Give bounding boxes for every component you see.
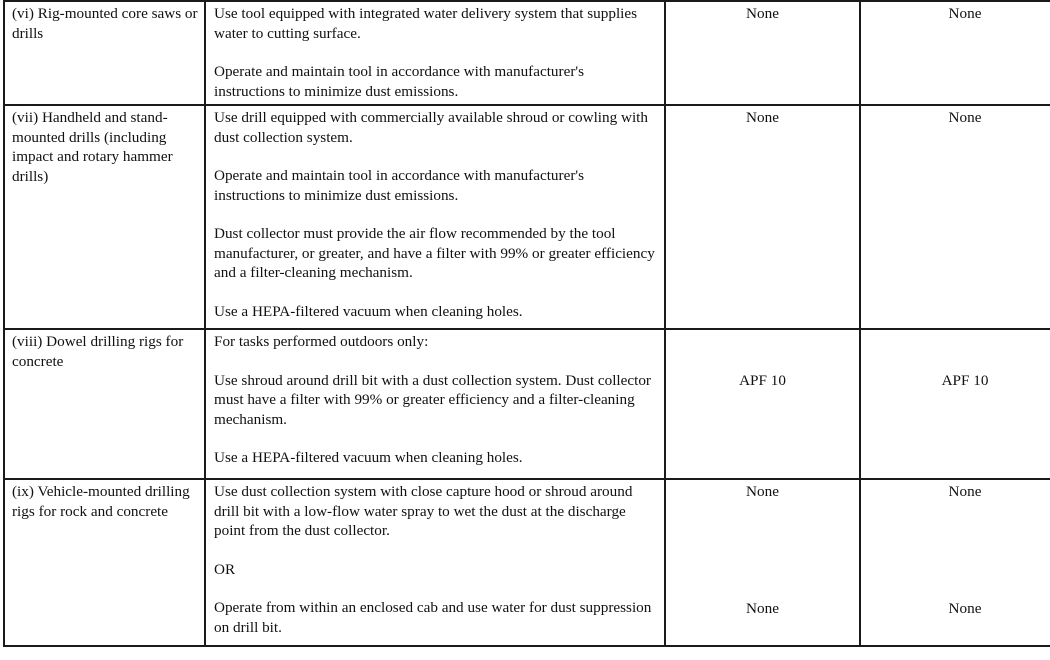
- table-row: [4, 479, 1050, 646]
- control-text: Dust collector must provide the air flow recommended by the tool manufacturer, or greater, and have a filter with 99% or greater efficiency and a filter-cleaning mechanism.: [214, 225, 655, 281]
- control-text: For tasks performed outdoors only:: [214, 333, 429, 350]
- control-text: Use a HEPA-filtered vacuum when cleaning holes.: [214, 302, 523, 320]
- table-row: [4, 329, 1050, 479]
- control-text: Use dust collection system with close capture hood or shroud around drill bit with a low-flow water spray to wet the dust at the discharge point from the dust collector.: [214, 483, 633, 539]
- table-row: [4, 1, 1050, 105]
- controls-cell: [205, 105, 665, 329]
- equipment-cell: [4, 479, 205, 646]
- apf-cell-long-duration: [860, 479, 1050, 646]
- apf-cell-short-duration: [665, 329, 860, 479]
- apf-cell-long-duration: [860, 105, 1050, 329]
- apf-cell-short-duration: [665, 1, 860, 105]
- engineering-controls-table: [3, 0, 1050, 647]
- equipment-cell: [4, 105, 205, 329]
- apf-value: None: [948, 599, 982, 617]
- control-text: Use tool equipped with integrated water delivery system that supplies water to cutting surface.: [214, 5, 638, 42]
- equipment-label: (vi) Rig-mounted core saws or drills: [12, 5, 198, 42]
- control-or-separator: OR: [214, 560, 236, 578]
- apf-cell-short-duration: [665, 479, 860, 646]
- apf-value: None: [948, 109, 982, 126]
- apf-value: None: [746, 483, 779, 500]
- table-row: [4, 105, 1050, 329]
- apf-value: APF 10: [941, 372, 989, 389]
- control-text: Use drill equipped with commercially available shroud or cowling with dust collection system.: [214, 109, 649, 146]
- controls-cell: [205, 1, 665, 105]
- apf-cell-long-duration: [860, 329, 1050, 479]
- apf-cell-long-duration: [860, 1, 1050, 105]
- equipment-cell: [4, 329, 205, 479]
- apf-value: None: [948, 483, 982, 500]
- apf-value: None: [746, 5, 779, 22]
- apf-value: None: [746, 599, 779, 617]
- control-text: Operate from within an enclosed cab and use water for dust suppression on drill bit.: [214, 599, 652, 636]
- controls-cell: [205, 329, 665, 479]
- apf-value: None: [746, 109, 779, 126]
- apf-value: None: [948, 5, 982, 22]
- control-text: Use shroud around drill bit with a dust collection system. Dust collector must have a filter with 99% or greater efficiency and a filter-cleaning mechanism.: [214, 371, 651, 428]
- equipment-cell: [4, 1, 205, 105]
- control-text: Operate and maintain tool in accordance with manufacturer's instructions to minimize dust emissions.: [214, 167, 585, 204]
- equipment-label: (vii) Handheld and stand-mounted drills (including impact and rotary hammer drills): [12, 109, 173, 185]
- apf-value: APF 10: [739, 372, 786, 389]
- equipment-label: (viii) Dowel drilling rigs for concrete: [12, 333, 184, 370]
- control-text: Operate and maintain tool in accordance with manufacturer's instructions to minimize dust emissions.: [214, 63, 585, 100]
- apf-cell-short-duration: [665, 105, 860, 329]
- equipment-label: (ix) Vehicle-mounted drilling rigs for rock and concrete: [12, 483, 190, 520]
- control-text: Use a HEPA-filtered vacuum when cleaning holes.: [214, 449, 523, 466]
- controls-cell: [205, 479, 665, 646]
